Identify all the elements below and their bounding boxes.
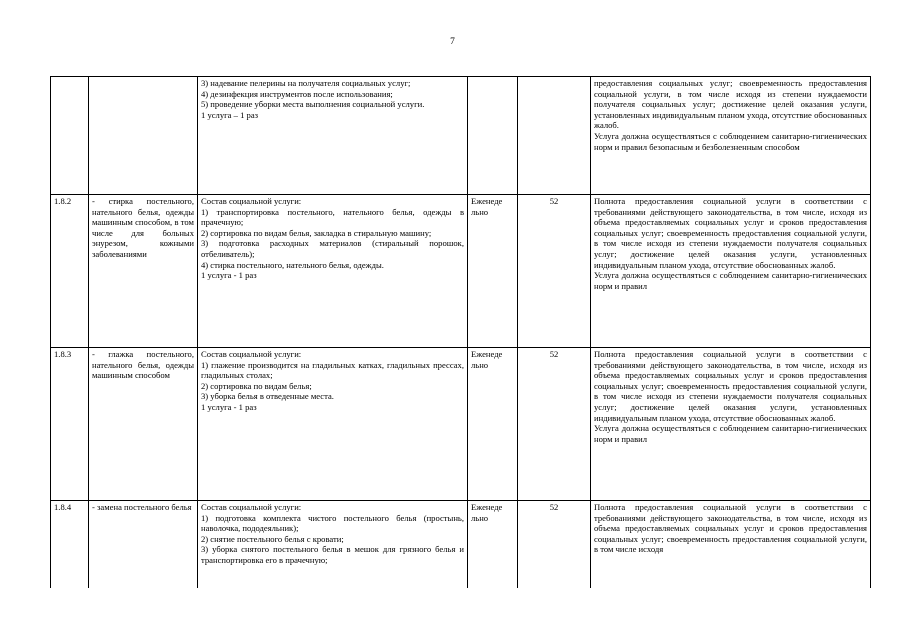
periodicity-cell: Еженеде льно [468,348,518,501]
quality-paragraph: Полнота предоставления социальной услуги в соответствии с требованиями действующего законодательства, в том числе, исходя из объема предоставляемых социальных услуг и сроков предоставления социальных услуг; своевременность предоставления социальной услуги, в том числе исходя [594,502,867,555]
table-row [51,77,871,195]
service-name-cell [89,77,198,195]
service-content-cell [198,501,468,589]
content-line: 1 услуга - 1 раз [201,401,257,412]
quality-paragraph: Полнота предоставления социальной услуги в соответствии с требованиями действующего законодательства, в том числе, исходя из объема предоставляемых социальных услуг и сроков предоставления социальных услуг; своевременность предоставления социальной услуги, в том числе исходя из степени нуждаемости получателя социальных услуг; достижение целей оказания услуги, установленных индивидуальным планом ухода, отсутствие обоснованных жалоб. [594,349,867,423]
periodicity-cell [468,77,518,195]
volume-cell [518,77,591,195]
content-line: 3) уборка белья в отведенные места. [201,391,334,402]
content-line: Состав социальной услуги: [201,502,302,512]
service-number-cell: 1.8.3 [51,348,89,501]
table-row [51,501,871,589]
content-line: 3) уборка снятого постельного белья в мешок для грязного белья и транспортировка его в прачечную; [201,544,464,565]
content-line: 1) подготовка комплекта чистого постельного белья (простынь, наволочка, пододеяльник); [201,512,464,534]
service-number-cell: 1.8.2 [51,195,89,348]
quality-indicators-cell [591,77,871,195]
content-line: 1 услуга – 1 раз [201,109,259,120]
volume-cell: 52 [518,348,591,501]
content-line: 2) снятие постельного белья с кровати; [201,533,344,544]
periodicity-cell: Еженеде льно [468,195,518,348]
content-line: 1) глажение производится на гладильных катках, гладильных прессах, гладильных столах; [201,359,464,381]
services-table [50,76,871,588]
service-name-cell: - глажка постельного, нательного белья, одежды машинным способом [89,348,198,501]
service-number-cell: 1.8.4 [51,501,89,589]
content-line: 1 услуга - 1 раз [201,270,257,281]
content-line: 1) транспортировка постельного, нательного белья, одежды в прачечную; [201,206,464,228]
service-content-cell [198,77,468,195]
table-row [51,195,871,348]
volume-cell: 52 [518,195,591,348]
content-line: 3) надевание пелерины на получателя социальных услуг; [201,78,411,88]
service-content-cell [198,348,468,501]
service-content-cell [198,195,468,348]
quality-indicators-cell [591,195,871,348]
service-number-cell [51,77,89,195]
quality-paragraph: Услуга должна осуществляться с соблюдением санитарно-гигиенических норм и правил [594,270,867,291]
quality-paragraph: Услуга должна осуществляться с соблюдением санитарно-гигиенических норм и правил безопасным и безболезненным способом [594,130,867,152]
quality-paragraph: предоставления социальных услуг; своевременность предоставления социальной услуги, в том числе исходя из степени нуждаемости получателя социальных услуг; достижение целей оказания услуги, установленных индивидуальным планом ухода, отсутствие обоснованных жалоб. [594,78,867,131]
volume-cell: 52 [518,501,591,589]
content-line: 2) сортировка по видам белья, закладка в стиральную машину; [201,227,432,238]
quality-paragraph: Полнота предоставления социальной услуги в соответствии с требованиями действующего законодательства, в том числе, исходя из объема предоставляемых социальных услуг и сроков предоставления социальных услуг; своевременность предоставления социальной услуги, в том числе исходя из степени нуждаемости получателя социальных услуг; достижение целей оказания услуги, установленных индивидуальным планом ухода, отсутствие обоснованных жалоб. [594,196,867,270]
periodicity-cell: Еженеде льно [468,501,518,589]
content-line: Состав социальной услуги: [201,196,302,206]
content-line: 5) проведение уборки места выполнения социальной услуги. [201,99,425,110]
content-line: Состав социальной услуги: [201,349,302,359]
table-row [51,348,871,501]
content-line: 2) сортировка по видам белья; [201,380,312,391]
content-line: 3) подготовка расходных материалов (стиральный порошок, отбеливатель); [201,238,464,259]
content-line: 4) стирка постельного, нательного белья, одежды. [201,259,384,270]
service-name-cell: - стирка постельного, нательного белья, одежды машинным способом, в том числе для больных энурезом, кожными заболеваниями [89,195,198,348]
quality-indicators-cell [591,501,871,589]
quality-paragraph: Услуга должна осуществляться с соблюдением санитарно-гигиенических норм и правил [594,423,867,444]
service-name-cell: - замена постельного белья [89,501,198,589]
page-number: 7 [450,37,455,47]
content-line: 4) дезинфекция инструментов после использования; [201,88,393,99]
quality-indicators-cell [591,348,871,501]
